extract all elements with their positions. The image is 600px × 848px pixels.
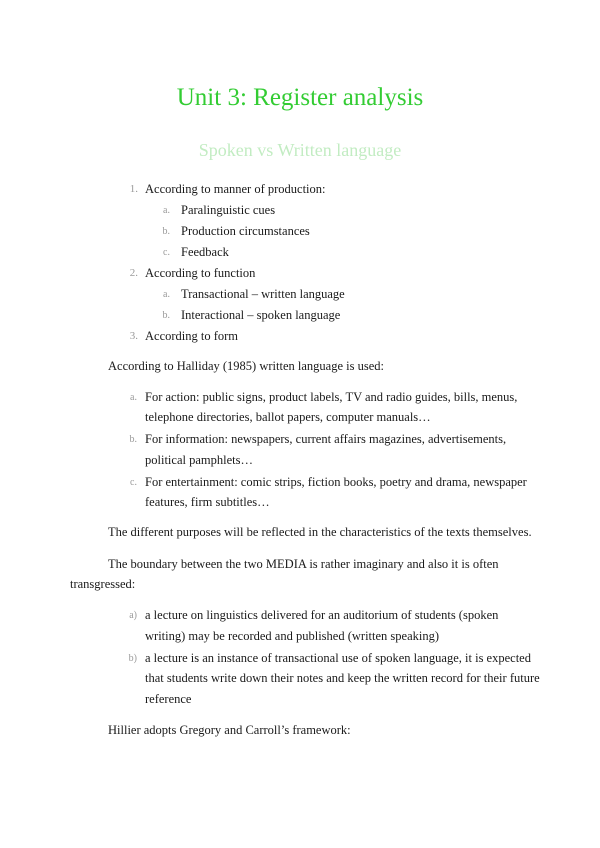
list-item-continuation: features, firm subtitles… — [145, 495, 270, 509]
list-marker: b. — [129, 434, 137, 445]
list-item-continuation: writing) may be recorded and published (written speaking) — [145, 629, 440, 643]
boundary-paragraph-line-2: transgressed: — [70, 577, 136, 591]
list-item-continuation: political pamphlets… — [145, 453, 253, 467]
list-item: a lecture is an instance of transactional use of spoken language, it is expected — [145, 651, 531, 665]
halliday-intro: According to Halliday (1985) written language is used: — [108, 359, 384, 373]
hillier-paragraph: Hillier adopts Gregory and Carroll’s framework: — [108, 723, 351, 737]
list-item: According to form — [145, 329, 239, 343]
sublist-marker: a. — [163, 289, 170, 300]
list-marker: 1. — [129, 183, 138, 195]
list-item: For entertainment: comic strips, fiction books, poetry and drama, newspaper — [145, 475, 527, 489]
sublist-item: Production circumstances — [181, 224, 310, 238]
list-marker: 3. — [129, 330, 138, 342]
list-item-continuation: that students write down their notes and keep the written record for their future — [145, 671, 540, 685]
list-marker: a) — [129, 610, 137, 621]
sublist-item: Feedback — [181, 245, 229, 259]
sublist-marker: b. — [162, 226, 170, 237]
list-item: For action: public signs, product labels, TV and radio guides, bills, menus, — [145, 390, 518, 404]
list-item: For information: newspapers, current affairs magazines, advertisements, — [145, 432, 507, 446]
list-marker: c. — [130, 477, 137, 488]
sublist-marker: c. — [163, 247, 170, 258]
list-marker: a. — [130, 392, 137, 403]
list-item-continuation: telephone directories, ballot papers, computer manuals… — [145, 410, 431, 424]
page-subtitle: Spoken vs Written language — [198, 140, 402, 160]
sublist-item: Paralinguistic cues — [181, 203, 276, 217]
list-item: According to manner of production: — [145, 182, 326, 196]
sublist-item: Interactional – spoken language — [181, 308, 341, 322]
purposes-paragraph: The different purposes will be reflected in the characteristics of the texts themselves. — [108, 525, 532, 539]
list-item: a lecture on linguistics delivered for an auditorium of students (spoken — [145, 608, 499, 622]
boundary-paragraph-line-1: The boundary between the two MEDIA is rather imaginary and also it is often — [108, 557, 499, 571]
page-title: Unit 3: Register analysis — [176, 84, 424, 111]
list-item: According to function — [145, 266, 256, 280]
sublist-marker: a. — [163, 205, 170, 216]
sublist-marker: b. — [162, 310, 170, 321]
list-marker: b) — [128, 653, 137, 664]
list-marker: 2. — [129, 267, 138, 279]
sublist-item: Transactional – written language — [181, 287, 345, 301]
list-item-continuation: reference — [145, 692, 192, 706]
